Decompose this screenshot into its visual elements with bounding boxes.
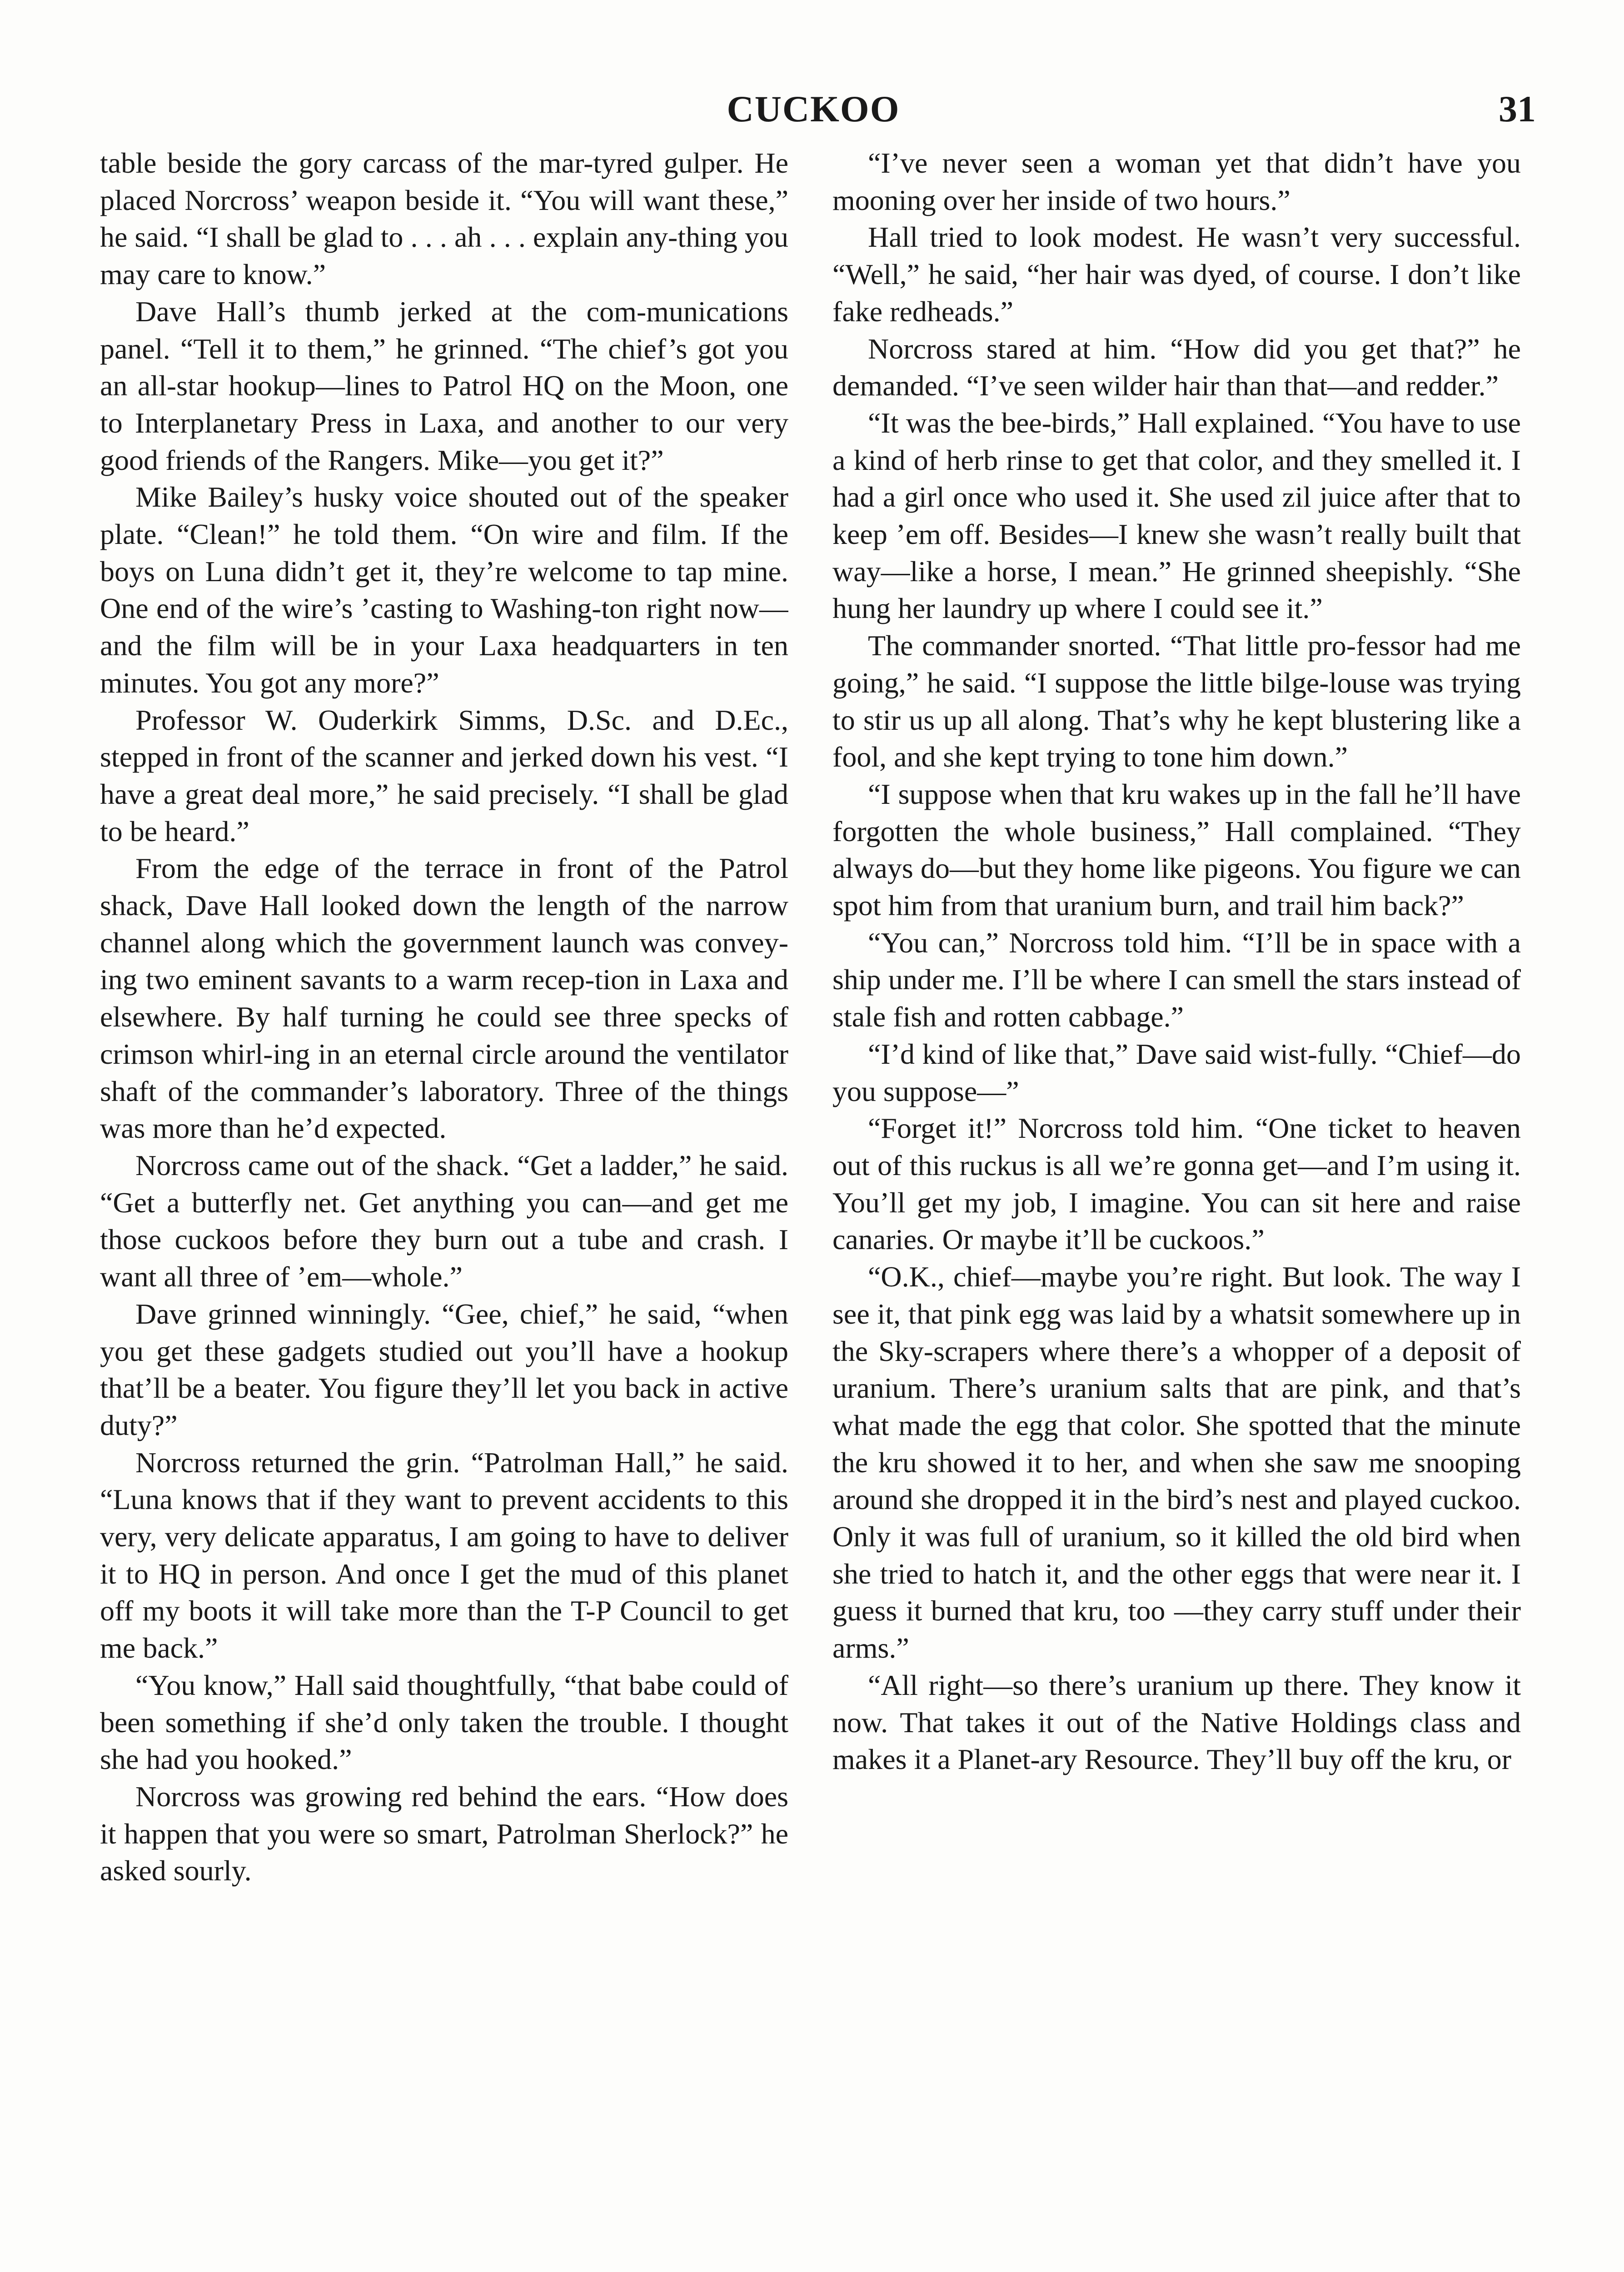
left-column bbox=[100, 144, 788, 2272]
paragraph: “Forget it!” Norcross told him. “One ticket to heaven out of this ruckus is all we’re gonna get—and I’m using it. You’ll get my job, I imagine. You can sit here and raise canaries. Or maybe it’ll be cuckoos.” bbox=[832, 1112, 1521, 1256]
paragraph: The commander snorted. “That little pro-fessor had me going,” he said. “I suppose the little bilge-louse was trying to stir us up all along. That’s why he kept blustering like a fool, and she kept trying to tone him down.” bbox=[832, 629, 1521, 773]
paragraph: table beside the gory carcass of the mar-tyred gulper. He placed Norcross’ weapon beside it. “You will want these,” he said. “I shall be glad to . . . ah . . . explain any-thing you may care to know.” bbox=[100, 147, 788, 291]
paragraph: Dave Hall’s thumb jerked at the com-munications panel. “Tell it to them,” he grinned. “The chief’s got you an all-star hookup—lines to Patrol HQ on the Moon, one to Interplanetary Press in Laxa, and another to our very good friends of the Rangers. Mike—you get it?” bbox=[100, 295, 788, 476]
paragraph: “You know,” Hall said thoughtfully, “that babe could of been something if she’d only taken the trouble. I thought she had you hooked.” bbox=[100, 1669, 788, 1776]
page-number: 31 bbox=[1499, 88, 1536, 130]
paragraph: “It was the bee-birds,” Hall explained. “You have to use a kind of herb rinse to get that color, and they smelled it. I had a girl once who used it. She used zil juice after that to keep ’em off. Besides—I knew she wasn’t really built that way—like a horse, I mean.” He grinned sheepishly. “She hung her laundry up where I could see it.” bbox=[832, 406, 1521, 625]
running-head bbox=[91, 84, 1536, 134]
right-column bbox=[832, 144, 1521, 2272]
paragraph: “I suppose when that kru wakes up in the fall he’ll have forgotten the whole business,” Hall complained. “They always do—but they home like pigeons. You figure we can spot him from that uranium burn, and trail him back?” bbox=[832, 777, 1521, 922]
paragraph: “I’d kind of like that,” Dave said wist-fully. “Chief—do you suppose—” bbox=[832, 1037, 1521, 1107]
paragraph: Dave grinned winningly. “Gee, chief,” he said, “when you get these gadgets studied out you’ll have a hookup that’ll be a beater. You figure they’ll let you back in active duty?” bbox=[100, 1297, 788, 1441]
paragraph: Norcross came out of the shack. “Get a ladder,” he said. “Get a butterfly net. Get anything you can—and get me those cuckoos before they burn out a tube and crash. I want all three of ’em—whole.” bbox=[100, 1149, 788, 1293]
paragraph: Professor W. Ouderkirk Simms, D.Sc. and D.Ec., stepped in front of the scanner and jerked down his vest. “I have a great deal more,” he said precisely. “I shall be glad to be heard.” bbox=[100, 703, 788, 847]
paragraph: “All right—so there’s uranium up there. They know it now. That takes it out of the Native Holdings class and makes it a Planet-ary Resource. They’ll buy off the kru, or bbox=[832, 1669, 1521, 1776]
paragraph: Norcross stared at him. “How did you get that?” he demanded. “I’ve seen wilder hair than that—and redder.” bbox=[832, 332, 1521, 402]
paragraph: From the edge of the terrace in front of the Patrol shack, Dave Hall looked down the length of the narrow channel along which the government launch was convey-ing two eminent savants to a warm recep-tion in Laxa and elsewhere. By half turning he could see three specks of crimson whirl-ing in an eternal circle around the ventilator shaft of the commander’s laboratory. Three of the things was more than he’d expected. bbox=[100, 852, 788, 1145]
paragraph: “O.K., chief—maybe you’re right. But look. The way I see it, that pink egg was laid by a whatsit somewhere up in the Sky-scrapers where there’s a whopper of a deposit of uranium. There’s uranium salts that are pink, and that’s what made the egg that color. She spotted that the minute the kru showed it to her, and when she saw me snooping around she dropped it in the bird’s nest and played cuckoo. Only it was full of uranium, so it killed the old bird when she tried to hatch it, and the other eggs that were near it. I guess it burned that kru, too —they carry stuff under their arms.” bbox=[832, 1261, 1521, 1664]
paragraph: “I’ve never seen a woman yet that didn’t have you mooning over her inside of two hours.” bbox=[832, 147, 1521, 216]
paragraph: Hall tried to look modest. He wasn’t very successful. “Well,” he said, “her hair was dyed, of course. I don’t like fake redheads.” bbox=[832, 221, 1521, 328]
running-title: CUCKOO bbox=[727, 88, 900, 130]
paragraph: “You can,” Norcross told him. “I’ll be in space with a ship under me. I’ll be where I can smell the stars instead of stale fish and rotten cabbage.” bbox=[832, 926, 1521, 1033]
paragraph: Norcross returned the grin. “Patrolman Hall,” he said. “Luna knows that if they want to prevent accidents to this very, very delicate apparatus, I am going to have to deliver it to HQ in person. And once I get the mud of this planet off my boots it will take more than the T-P Council to get me back.” bbox=[100, 1446, 788, 1664]
paragraph: Norcross was growing red behind the ears. “How does it happen that you were so smart, Patrolman Sherlock?” he asked sourly. bbox=[100, 1780, 788, 1887]
paragraph: Mike Bailey’s husky voice shouted out of the speaker plate. “Clean!” he told them. “On wire and film. If the boys on Luna didn’t get it, they’re welcome to tap mine. One end of the wire’s ’casting to Washing-ton right now—and the film will be in your Laxa headquarters in ten minutes. You got any more?” bbox=[100, 481, 788, 699]
